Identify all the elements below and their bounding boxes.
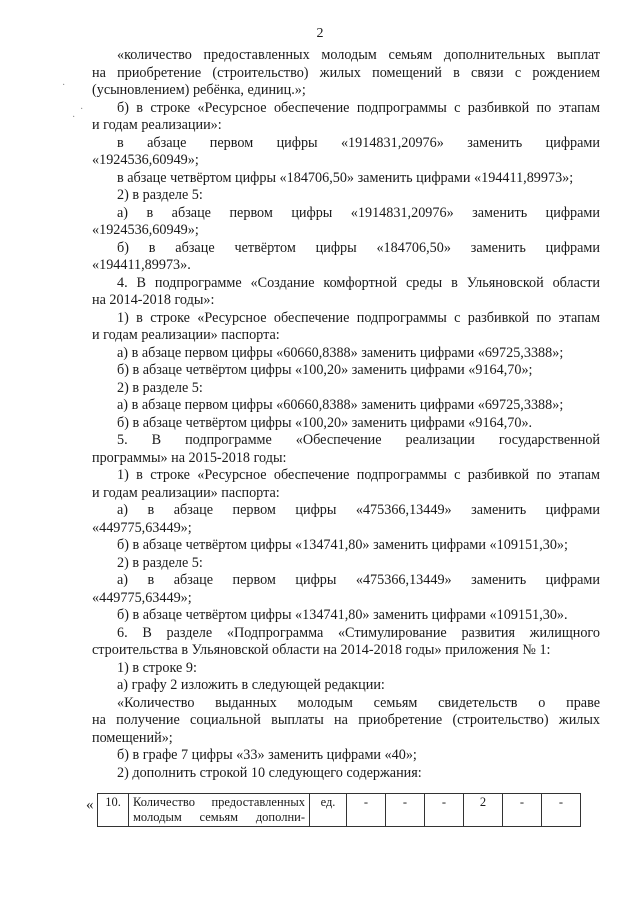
text-line: на получение социальной выплаты на приобретение (строительство) жилых (92, 712, 600, 728)
row-value: - (425, 794, 464, 827)
amendment-table (97, 793, 581, 827)
row-value: - (542, 794, 581, 827)
text-line: б) в абзаце четвёртом цифры «184706,50» заменить цифрами (117, 240, 600, 256)
table-row (98, 794, 581, 827)
text-line: «Количество выданных молодым семьям свидетельств о праве (117, 695, 600, 711)
text-line: 2) в разделе 5: (117, 380, 203, 396)
text-line: на 2014-2018 годы»: (92, 292, 215, 308)
text-line: помещений»; (92, 730, 173, 746)
text-line: б) в абзаце четвёртом цифры «134741,80» заменить цифрами «109151,30». (117, 607, 568, 623)
text-line: «1924536,60949»; (92, 152, 199, 168)
text-line: 6. В разделе «Подпрограмма «Стимулирование развития жилищного (117, 625, 600, 641)
row-value: - (347, 794, 386, 827)
row-unit: ед. (310, 794, 347, 827)
row-value: - (386, 794, 425, 827)
text-line: строительства в Ульяновской области на 2014-2018 годы» приложения № 1: (92, 642, 551, 658)
text-line: «194411,89973». (92, 257, 191, 273)
text-line: а) в абзаце первом цифры «60660,8388» заменить цифрами «69725,3388»; (117, 397, 564, 413)
text-line: б) в абзаце четвёртом цифры «100,20» заменить цифрами «9164,70»; (117, 362, 533, 378)
table-open-quote: « (86, 797, 94, 813)
text-line: а) в абзаце первом цифры «475366,13449» заменить цифрами (117, 572, 600, 588)
text-line: в абзаце первом цифры «1914831,20976» заменить цифрами (117, 135, 600, 151)
row-value: - (503, 794, 542, 827)
text-line: и годам реализации»: (92, 117, 222, 133)
text-line: в абзаце четвёртом цифры «184706,50» заменить цифрами «194411,89973»; (117, 170, 574, 186)
text-line: а) в абзаце первом цифры «60660,8388» заменить цифрами «69725,3388»; (117, 345, 564, 361)
text-line: а) графу 2 изложить в следующей редакции: (117, 677, 385, 693)
text-line: 2) в разделе 5: (117, 187, 203, 203)
text-line: б) в строке «Ресурсное обеспечение подпрограммы с разбивкой по этапам (117, 100, 600, 116)
text-line: б) в графе 7 цифры «33» заменить цифрами «40»; (117, 747, 417, 763)
page-number: 2 (316, 26, 324, 41)
text-line: и годам реализации» паспорта: (92, 327, 280, 343)
text-line: 1) в строке «Ресурсное обеспечение подпрограммы с разбивкой по этапам (117, 467, 600, 483)
text-line: «количество предоставленных молодым семьям дополнительных выплат (117, 47, 600, 63)
text-line: на приобретение (строительство) жилых помещений в связи с рождением (92, 65, 600, 81)
text-line: программы» на 2015-2018 годы: (92, 450, 287, 466)
text-line: «449775,63449»; (92, 590, 192, 606)
text-line: б) в абзаце четвёртом цифры «100,20» заменить цифрами «9164,70». (117, 415, 533, 431)
text-line: 5. В подпрограмме «Обеспечение реализации государственной (117, 432, 600, 448)
text-line: «1924536,60949»; (92, 222, 199, 238)
text-line: а) в абзаце первом цифры «1914831,20976» заменить цифрами (117, 205, 600, 221)
row-number: 10. (98, 794, 129, 827)
text-line: 4. В подпрограмме «Создание комфортной среды в Ульяновской области (117, 275, 600, 291)
text-line: 1) в строке 9: (117, 660, 197, 676)
text-line: 1) в строке «Ресурсное обеспечение подпрограммы с разбивкой по этапам (117, 310, 600, 326)
margin-mark: · (72, 112, 76, 123)
text-line: 2) дополнить строкой 10 следующего содержания: (117, 765, 422, 781)
margin-mark: · (62, 80, 66, 91)
row-value: 2 (464, 794, 503, 827)
text-line: 2) в разделе 5: (117, 555, 203, 571)
text-line: (усыновлением) ребёнка, единиц.»; (92, 82, 306, 98)
row-indicator-name: Количество предоставленных молодым семьям дополни- (129, 794, 310, 827)
text-line: б) в абзаце четвёртом цифры «134741,80» заменить цифрами «109151,30»; (117, 537, 568, 553)
text-line: и годам реализации» паспорта: (92, 485, 280, 501)
margin-mark: · (80, 104, 84, 115)
text-line: а) в абзаце первом цифры «475366,13449» заменить цифрами (117, 502, 600, 518)
text-line: «449775,63449»; (92, 520, 192, 536)
